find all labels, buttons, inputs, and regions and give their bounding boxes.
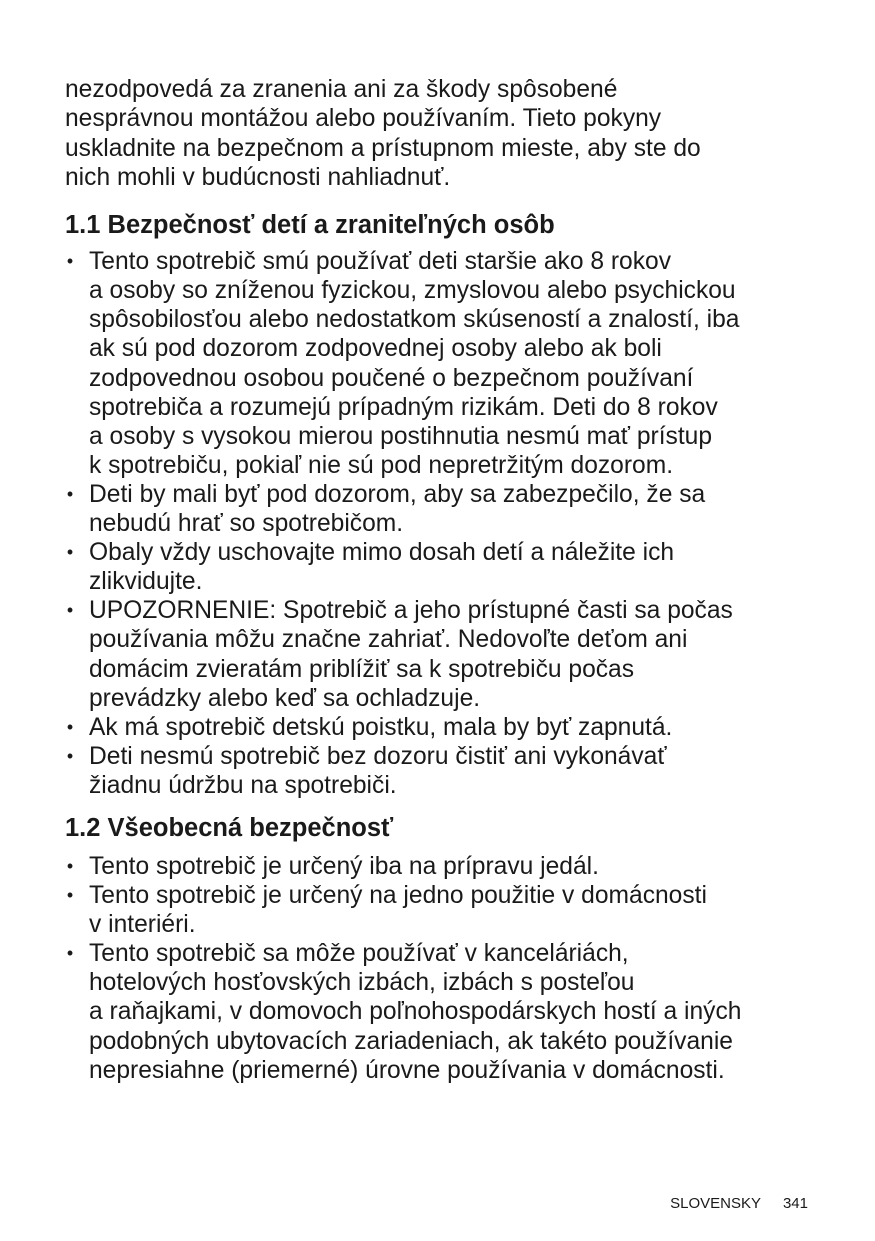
- list-item: [65, 596, 825, 712]
- list-item: [65, 247, 825, 480]
- intro-line: nezodpovedá za zranenia ani za škody spôsobené: [65, 76, 618, 103]
- list-item-line: Deti nesmú spotrebič bez dozoru čistiť ani vykonávať: [89, 742, 667, 770]
- list-item-line: domácim zvieratám priblížiť sa k spotrebiču počas: [89, 655, 635, 683]
- bullet-icon: •: [66, 716, 74, 737]
- intro-line: nich mohli v budúcnosti nahliadnuť.: [65, 163, 451, 191]
- list-item: [65, 852, 825, 881]
- list-item-line: nebudú hrať so spotrebičom.: [89, 510, 404, 538]
- list-item: [65, 742, 825, 800]
- list-item-line: nepresiahne (priemerné) úrovne používania v domácnosti.: [89, 1056, 725, 1084]
- intro-line: nesprávnou montážou alebo používaním. Tieto pokyny: [65, 105, 662, 133]
- bullet-icon: •: [66, 885, 74, 906]
- list-item-line: a raňajkami, v domovoch poľnohospodárskych hostí a iných: [89, 998, 742, 1026]
- list-item-line: zodpovednou osobou poučené o bezpečnom používaní: [89, 364, 694, 392]
- list-item-line: podobných ubytovacích zariadeniach, ak takéto používanie: [89, 1027, 733, 1055]
- list-item-line: prevádzky alebo keď sa ochladzuje.: [89, 684, 481, 712]
- list-item-line: Obaly vždy uschovajte mimo dosah detí a náležite ich: [89, 539, 675, 567]
- list-item-line: Tento spotrebič smú používať deti staršie ako 8 rokov: [89, 248, 671, 276]
- list-item-line: Tento spotrebič je určený na jedno použitie v domácnosti: [89, 882, 707, 910]
- page-number: 341: [782, 1195, 808, 1212]
- bullet-icon: •: [66, 251, 74, 272]
- bullet-icon: •: [66, 483, 74, 504]
- section-heading-child-safety: 1.1 Bezpečnosť detí a zraniteľných osôb: [65, 211, 555, 240]
- list-item-line: Tento spotrebič sa môže používať v kanceláriách,: [89, 940, 629, 968]
- bullet-icon: •: [66, 542, 74, 563]
- list-item-line: zlikvidujte.: [89, 568, 203, 596]
- list-item-line: a osoby s vysokou mierou postihnutia nesmú mať prístup: [89, 422, 713, 450]
- list-item: [65, 538, 825, 596]
- list-item-line: a osoby so zníženou fyzickou, zmyslovou alebo psychickou: [89, 277, 736, 305]
- list-item-line: Deti by mali byť pod dozorom, aby sa zabezpečilo, že sa: [89, 480, 706, 508]
- list-item-line: spôsobilosťou alebo nedostatkom skúseností a znalostí, iba: [89, 306, 740, 334]
- list-item-line: žiadnu údržbu na spotrebiči.: [89, 771, 397, 799]
- section-heading-general-safety: 1.2 Všeobecná bezpečnosť: [65, 813, 394, 842]
- list-item: [65, 939, 825, 1084]
- intro-line: uskladnite na bezpečnom a prístupnom mieste, aby ste do: [65, 134, 701, 162]
- general-safety-list: [65, 852, 825, 1085]
- bullet-icon: •: [66, 600, 74, 621]
- document-page: [65, 75, 825, 1085]
- list-item: [65, 881, 825, 939]
- list-item-line: ak sú pod dozorom zodpovednej osoby alebo ak boli: [89, 335, 662, 363]
- page-footer: [670, 1195, 808, 1212]
- list-item: [65, 480, 825, 538]
- bullet-icon: •: [66, 745, 74, 766]
- bullet-icon: •: [66, 855, 74, 876]
- intro-paragraph: [65, 75, 825, 192]
- list-item-line: k spotrebiču, pokiaľ nie sú pod nepretržitým dozorom.: [89, 451, 674, 479]
- list-item-line: UPOZORNENIE: Spotrebič a jeho prístupné časti sa počas: [89, 597, 733, 625]
- list-item-line: hotelových hosťovských izbách, izbách s posteľou: [89, 969, 635, 997]
- list-item-line: používania môžu značne zahriať. Nedovoľte deťom ani: [89, 626, 688, 654]
- footer-language: SLOVENSKY: [670, 1195, 761, 1212]
- child-safety-list: [65, 247, 825, 800]
- list-item-line: Tento spotrebič je určený iba na prípravu jedál.: [89, 852, 599, 880]
- bullet-icon: •: [66, 943, 74, 964]
- list-item-line: spotrebiča a rozumejú prípadným rizikám. Deti do 8 rokov: [89, 393, 718, 421]
- list-item-line: Ak má spotrebič detskú poistku, mala by byť zapnutá.: [89, 713, 673, 741]
- list-item: [65, 713, 825, 742]
- list-item-line: v interiéri.: [89, 911, 196, 939]
